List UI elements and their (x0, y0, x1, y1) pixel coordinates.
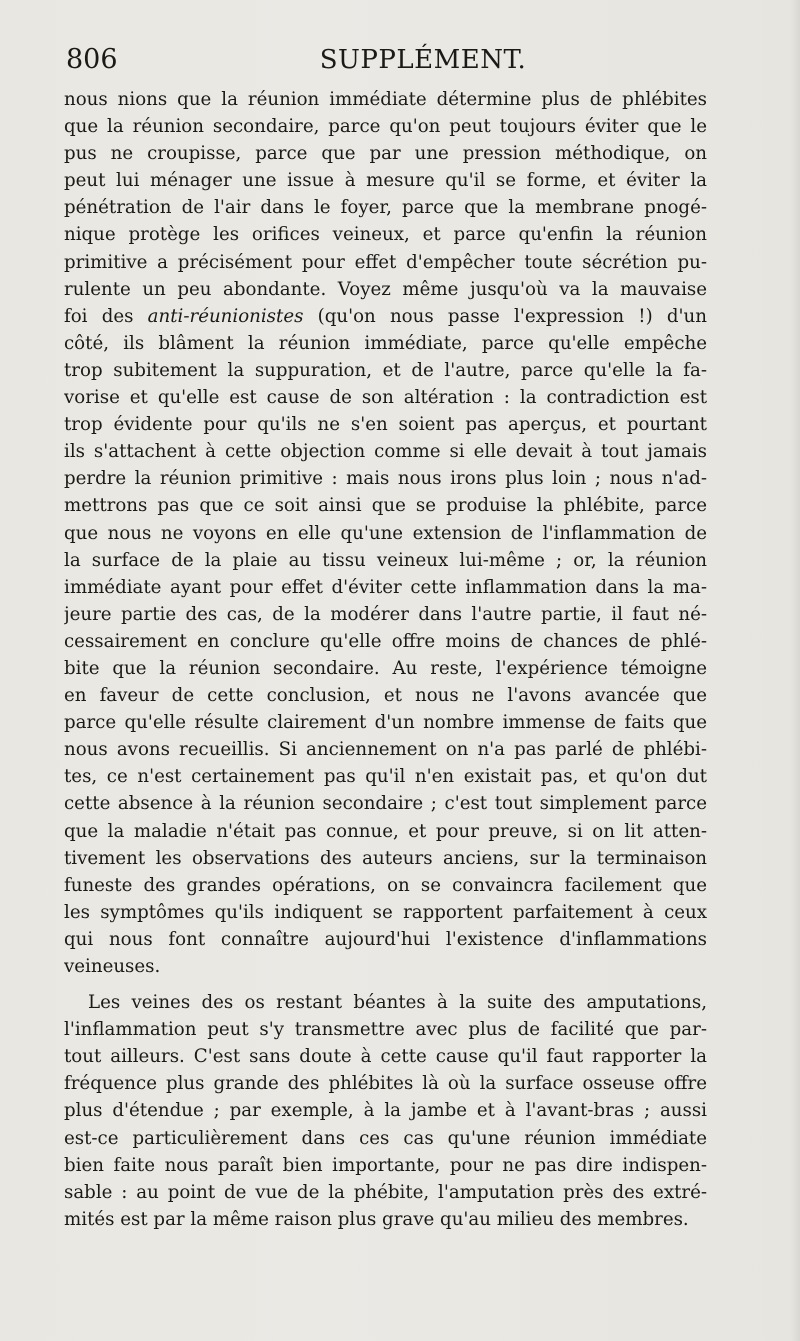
text-line: que la réunion secondaire, parce qu'on peut toujours éviter que le (64, 116, 707, 138)
text-line: l'inflammation peut s'y transmettre avec plus de facilité que par- (64, 1019, 707, 1041)
text-line: pus ne croupisse, parce que par une pression méthodique, on (64, 143, 707, 165)
body-text (64, 86, 707, 1233)
text-line: en faveur de cette conclusion, et nous ne l'avons avancée que (64, 685, 707, 707)
page-number: 806 (66, 44, 118, 75)
text-line: tout ailleurs. C'est sans doute à cette cause qu'il faut rapporter la (64, 1046, 707, 1068)
text-line: veineuses. (64, 956, 161, 977)
text-line: peut lui ménager une issue à mesure qu'il se forme, et éviter la (64, 170, 707, 192)
text-line: qui nous font connaître aujourd'hui l'existence d'inflammations (64, 928, 707, 950)
text-line: funeste des grandes opérations, on se convaincra facilement que (64, 874, 707, 896)
text-line: rulente un peu abondante. Voyez même jusqu'où va la mauvaise (64, 278, 707, 300)
text-line: ils s'attachent à cette objection comme si elle devait à tout jamais (64, 441, 707, 463)
text-line: les symptômes qu'ils indiquent se rapportent parfaitement à ceux (64, 901, 707, 923)
text-line: plus d'étendue ; par exemple, à la jambe et à l'avant-bras ; aussi (64, 1100, 707, 1122)
text-line: pénétration de l'air dans le foyer, parce que la membrane pnogé- (64, 197, 707, 219)
text-line: est-ce particulièrement dans ces cas qu'une réunion immédiate (64, 1127, 707, 1149)
text-line: que nous ne voyons en elle qu'une extension de l'inflammation de (64, 522, 707, 544)
text-line: perdre la réunion primitive : mais nous irons plus loin ; nous n'ad- (64, 468, 707, 490)
text-line: bite que la réunion secondaire. Au reste, l'expérience témoigne (64, 657, 707, 679)
text-line: jeure partie des cas, de la modérer dans l'autre partie, il faut né- (64, 603, 707, 625)
text-line: nous avons recueillis. Si anciennement on n'a pas parlé de phlébi- (64, 739, 707, 761)
text-line: parce qu'elle résulte clairement d'un nombre immense de faits que (64, 712, 707, 734)
text-line: foi des anti-réunionistes (qu'on nous passe l'expression !) d'un (64, 305, 707, 327)
page-header (66, 40, 716, 80)
text-line: mités est par la même raison plus grave qu'au milieu des membres. (64, 1208, 689, 1230)
text-line: primitive a précisément pour effet d'empêcher toute sécrétion pu- (64, 251, 707, 273)
text-line: bien faite nous paraît bien importante, pour ne pas dire indispen- (64, 1154, 707, 1176)
running-title: SUPPLÉMENT. (319, 45, 527, 75)
text-line: tes, ce n'est certainement pas qu'il n'en existait pas, et qu'on dut (64, 766, 707, 788)
paragraph (64, 989, 707, 1233)
text-line: côté, ils blâment la réunion immédiate, parce qu'elle empêche (64, 332, 707, 354)
text-line: tivement les observations des auteurs anciens, sur la terminaison (64, 847, 707, 869)
text-line: trop évidente pour qu'ils ne s'en soient pas aperçus, et pourtant (64, 414, 707, 436)
text-line: nique protège les orifices veineux, et parce qu'enfin la réunion (64, 224, 707, 246)
paragraph (64, 86, 707, 980)
text-line: nous nions que la réunion immédiate détermine plus de phlébites (64, 89, 707, 110)
text-line: mettrons pas que ce soit ainsi que se produise la phlébite, parce (64, 495, 707, 517)
text-line: fréquence plus grande des phlébites là où la surface osseuse offre (64, 1073, 707, 1095)
text-line: cessairement en conclure qu'elle offre moins de chances de phlé- (64, 630, 707, 652)
page-edge-shadow (790, 0, 800, 1341)
text-line: trop subitement la suppuration, et de l'autre, parce qu'elle la fa- (64, 359, 707, 381)
text-line: sable : au point de vue de la phébite, l'amputation près des extré- (64, 1181, 707, 1203)
text-line: que la maladie n'était pas connue, et pour preuve, si on lit atten- (64, 820, 707, 842)
text-line: la surface de la plaie au tissu veineux lui-même ; or, la réunion (64, 549, 707, 571)
text-line: cette absence à la réunion secondaire ; c'est tout simplement parce (64, 793, 707, 815)
text-line: Les veines des os restant béantes à la suite des amputations, (88, 992, 707, 1014)
text-line: vorise et qu'elle est cause de son altération : la contradiction est (64, 387, 707, 409)
text-line: immédiate ayant pour effet d'éviter cette inflammation dans la ma- (64, 576, 707, 598)
